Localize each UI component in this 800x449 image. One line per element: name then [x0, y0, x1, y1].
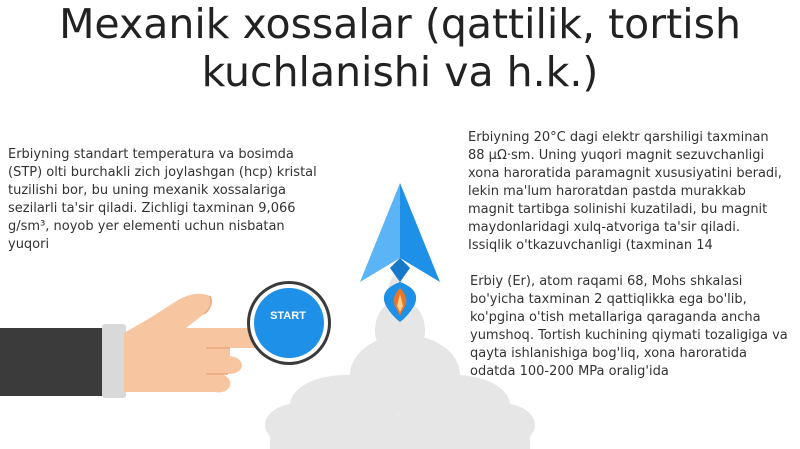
start-button-graphic — [247, 281, 331, 365]
page-title: Mexanik xossalar (qattilik, tortish kuchlanishi va h.k.) — [59, 0, 741, 96]
sleeve — [0, 324, 126, 398]
left-paragraph: Erbiyning standart temperatura va bosimda (STP) olti burchakli zich joylashgan (hcp) kristal tuzilishi bor, bu uning mexanik xossalariga sezilarli ta'sir qiladi. Zichligi taxminan 9,066 g/sm³, noyob yer elementi uchun nisbatan yuqori — [8, 147, 317, 252]
right-paragraph-top: Erbiyning 20°C dagi elektr qarshiligi taxminan 88 µΩ·sm. Uning yuqori magnit sezuvchanligi xona haroratida paramagnit xususiyatini beradi, lekin ma'lum haroratdan pastda murakkab magnit tartibga solinishi kuzatiladi, bu magnit maydonlaridagi xulq-atvoriga ta'sir qiladi. Issiqlik o'tkazuvchanligi (taxminan 14 — [468, 130, 782, 253]
right-paragraph-bottom: Erbiy (Er), atom raqami 68, Mohs shkalasi bo'yicha taxminan 2 qattiqlikka ega bo'lib, ko'pgina o'tish metallariga qaraganda ancha yumshoq. Tortish kuchining qiymati tozaligiga va qayta ishlanishiga bog'liq, xona haroratida odatda 100-200 MPa oralig'ida — [470, 274, 788, 379]
rocket-icon — [360, 183, 440, 322]
start-button[interactable]: START — [270, 310, 306, 322]
